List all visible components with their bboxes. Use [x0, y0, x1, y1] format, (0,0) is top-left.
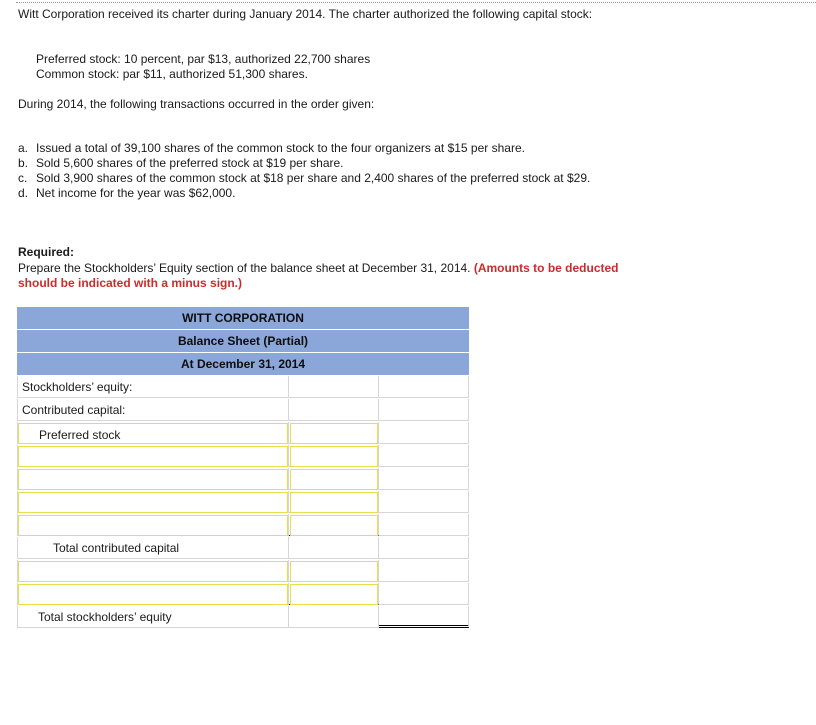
transaction-text: Issued a total of 39,100 shares of the common stock to the four organizers at $15 per share. [36, 141, 525, 155]
contributed-capital-label: Contributed capital: [17, 399, 289, 421]
common-stock-line: Common stock: par $11, authorized 51,300 shares. [36, 67, 308, 81]
line-item-amount-input[interactable] [290, 561, 378, 582]
table-row [17, 445, 469, 468]
preferred-stock-line: Preferred stock: 10 percent, par $13, authorized 22,700 shares [36, 52, 371, 66]
table-row [17, 422, 469, 445]
line-item-label-input[interactable] [18, 469, 288, 490]
line-item-label-input[interactable] [18, 492, 288, 513]
intro-paragraph: Witt Corporation received its charter during January 2014. The charter authorized the following capital stock: [18, 7, 593, 21]
sheet-subtitle: Balance Sheet (Partial) [17, 330, 469, 353]
top-dotted-rule [16, 2, 816, 3]
transaction-letter: c. [18, 171, 28, 185]
table-row [17, 514, 469, 537]
total-stockholders-equity-label: Total stockholders’ equity [17, 606, 289, 628]
table-row [17, 606, 469, 629]
required-text: Prepare the Stockholders’ Equity section of the balance sheet at December 31, 2014. [18, 261, 471, 275]
line-item-label-input[interactable] [18, 446, 288, 467]
table-row [17, 491, 469, 514]
authorized-stock-list [36, 52, 370, 82]
balance-sheet-table [17, 307, 469, 629]
transaction-text: Net income for the year was $62,000. [36, 186, 236, 200]
preferred-stock-label: Preferred stock [18, 423, 288, 444]
line-item-label-input[interactable] [18, 584, 288, 605]
transaction-b [18, 156, 638, 171]
total-stockholders-equity-amount [379, 606, 469, 628]
transaction-d [18, 186, 638, 201]
line-item-amount-input[interactable] [290, 584, 378, 605]
during-paragraph: During 2014, the following transactions occurred in the order given: [18, 97, 375, 111]
line-item-label-input[interactable] [18, 561, 288, 582]
transaction-text: Sold 5,600 shares of the preferred stock at $19 per share. [36, 156, 344, 170]
line-item-amount-input[interactable] [290, 469, 378, 490]
table-row [17, 468, 469, 491]
required-heading: Required: [18, 245, 75, 259]
line-item-amount-input[interactable] [290, 492, 378, 513]
transaction-letter: d. [18, 186, 29, 200]
required-note: (Amounts to be deducted should be indicated with a minus sign.) [18, 261, 619, 290]
stockholders-equity-label: Stockholders’ equity: [17, 376, 289, 398]
transaction-a [18, 141, 638, 156]
table-row [17, 537, 469, 560]
table-row [17, 376, 469, 399]
line-item-amount-input[interactable] [290, 515, 378, 536]
line-item-label-input[interactable] [18, 515, 288, 536]
table-row [17, 399, 469, 422]
table-row [17, 560, 469, 583]
sheet-title: WITT CORPORATION [17, 307, 469, 330]
sheet-date: At December 31, 2014 [17, 353, 469, 376]
table-row [17, 583, 469, 606]
preferred-stock-amount-input[interactable] [290, 423, 378, 444]
transaction-list [18, 141, 638, 201]
transaction-letter: a. [18, 141, 29, 155]
line-item-amount-input[interactable] [290, 446, 378, 467]
required-instructions [18, 261, 638, 291]
transaction-letter: b. [18, 156, 29, 170]
transaction-text: Sold 3,900 shares of the common stock at $18 per share and 2,400 shares of the preferred stock at $29. [36, 171, 591, 185]
total-contributed-capital-label: Total contributed capital [17, 537, 289, 559]
transaction-c [18, 171, 638, 186]
